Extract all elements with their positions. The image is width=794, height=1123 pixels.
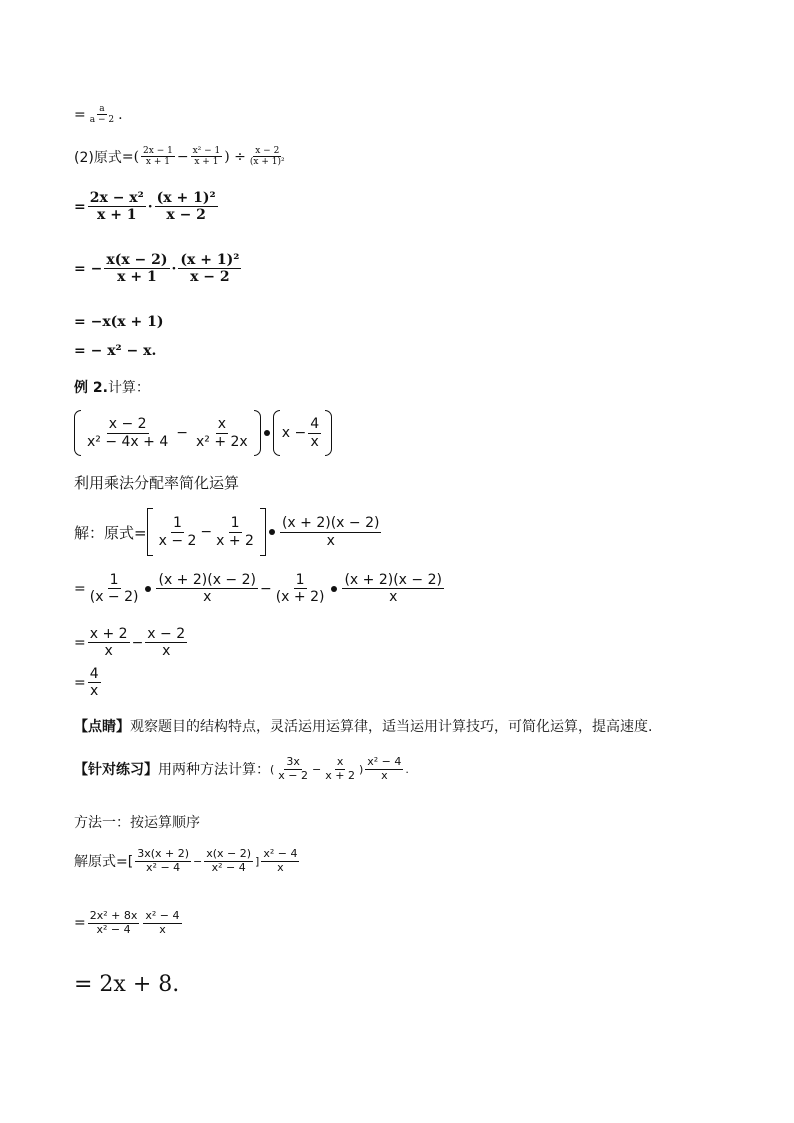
method1-line1 [74, 848, 301, 874]
right-bracket [260, 508, 266, 556]
period: . [405, 762, 409, 776]
denominator: x + 1 [145, 157, 170, 168]
numerator: x − 2 [255, 146, 280, 156]
fraction-3 [280, 515, 382, 548]
example-2-title [74, 377, 150, 397]
denominator: (x + 2) [275, 589, 325, 606]
fraction-1 [88, 190, 146, 223]
denominator: (x − 2) [89, 589, 139, 606]
fraction-1 [88, 910, 140, 936]
numerator: (x + 2)(x − 2) [281, 515, 380, 532]
denominator: x² − 4 [211, 860, 246, 874]
method1-line3 [74, 972, 179, 997]
big-right-paren [254, 410, 261, 456]
fraction-2 [191, 146, 223, 168]
equals-open: =( [121, 148, 140, 165]
denominator: x [381, 768, 388, 782]
solution-line4 [74, 666, 103, 699]
minus: − [200, 524, 213, 540]
equals: = [74, 106, 86, 123]
fraction-1 [135, 848, 191, 874]
multiply-dot [264, 430, 270, 436]
fraction-1 [157, 515, 199, 548]
denominator: x² − 4x + 4 [87, 433, 169, 450]
denominator: (x + 1)² [249, 157, 285, 168]
period: . [118, 106, 123, 123]
final-result: = 2x + 8. [74, 972, 180, 997]
fraction-2 [143, 910, 181, 936]
numerator: (x + 2)(x − 2) [158, 572, 256, 588]
multiply-dot [331, 586, 337, 592]
equals: = [74, 198, 86, 215]
minus: − [312, 762, 322, 776]
dot: · [171, 260, 177, 277]
numerator: (x + 1)² [156, 190, 216, 206]
fraction-2 [156, 572, 258, 605]
numerator: x² − 4 [145, 909, 180, 922]
expression: = −x(x + 1) [74, 314, 164, 330]
x-minus: x − [281, 425, 307, 441]
solution-line3 [74, 626, 189, 659]
equals: = [74, 674, 86, 691]
solution-label: 解原式=[ [74, 854, 134, 871]
big-left-paren [74, 410, 81, 456]
fraction-2 [204, 848, 253, 874]
minus: − [193, 854, 203, 868]
denominator: x [203, 589, 212, 606]
numerator: 1 [109, 572, 119, 588]
denominator: x [104, 643, 113, 660]
multiply-dot [145, 586, 151, 592]
denominator: x [159, 922, 166, 936]
minus: − [131, 634, 144, 651]
denominator: x² − 4 [146, 860, 181, 874]
numerator: 1 [230, 515, 240, 532]
numerator: x [336, 755, 344, 768]
numerator: x + 2 [89, 626, 128, 642]
example-text: 计算： [107, 380, 150, 396]
equals-minus: = − [74, 260, 103, 277]
fraction-2 [323, 756, 357, 782]
denominator: x + 1 [194, 157, 219, 168]
tip-label: 【点睛】 [74, 719, 130, 735]
fraction-3 [365, 756, 403, 782]
practice-line [74, 756, 409, 782]
fraction-1 [276, 756, 310, 782]
big-left-paren-2 [273, 410, 280, 456]
numerator: x² − 1 [192, 146, 221, 156]
denominator: x − 2 [190, 269, 230, 286]
numerator: x(x − 2) [206, 847, 252, 860]
hint: 利用乘法分配率简化运算 [74, 474, 240, 492]
fraction-2 [178, 252, 241, 285]
denominator: x [90, 683, 99, 700]
fraction-3 [261, 848, 299, 874]
fraction-2 [194, 416, 250, 449]
equals: = [74, 580, 86, 597]
practice-text: 用两种方法计算： [158, 762, 270, 779]
denominator: x − 2 [278, 768, 309, 782]
fraction-1 [104, 252, 169, 285]
numerator: 1 [295, 572, 305, 588]
fraction-1 [88, 572, 141, 605]
fraction-2 [155, 190, 218, 223]
dot: · [147, 198, 153, 215]
denominator: x − 2 [166, 207, 206, 224]
fraction-2 [145, 626, 187, 659]
denominator: x − 2 [158, 532, 197, 549]
denominator: x [162, 643, 171, 660]
solution-line1 [74, 508, 383, 556]
denominator: x + 2 [216, 532, 254, 549]
example-label: 例 2. [74, 380, 108, 396]
numerator: x − 2 [108, 416, 147, 433]
close-bracket: ] [255, 854, 260, 868]
equals: = [74, 634, 86, 651]
method-1-text: 方法一：按运算顺序 [74, 815, 200, 831]
minus: − [176, 148, 189, 165]
part2-line4 [74, 314, 164, 330]
fraction-4 [342, 572, 444, 605]
numerator: x [217, 416, 227, 433]
numerator: x² − 4 [263, 847, 298, 860]
denominator: x² + 2x [196, 433, 248, 450]
denominator: x [277, 860, 284, 874]
tip-line [74, 716, 652, 736]
numerator: (x + 2)(x − 2) [344, 572, 442, 588]
fraction-1 [85, 416, 170, 449]
expression: = − x² − x. [74, 343, 157, 359]
denominator: a − 2 [89, 115, 115, 126]
practice-label: 【针对练习】 [74, 762, 158, 779]
fraction-1 [88, 666, 101, 699]
left-bracket [147, 508, 153, 556]
close-paren: ) [358, 762, 364, 776]
numerator: (x + 1)² [180, 252, 240, 268]
numerator: 1 [173, 515, 182, 532]
fraction-1 [141, 146, 175, 168]
minus: − [259, 580, 272, 597]
part2-line5 [74, 343, 156, 359]
solution-label: 解：原式= [74, 523, 147, 542]
part2-line1 [74, 146, 289, 168]
numerator: 3x [286, 755, 300, 768]
solution-line2 [74, 572, 446, 605]
fraction-3 [274, 572, 327, 605]
fraction-1 [88, 626, 130, 659]
part2-line2 [74, 190, 220, 223]
numerator: x(x − 2) [106, 252, 168, 268]
big-right-paren-2 [325, 410, 332, 456]
open-paren: ( [270, 762, 275, 776]
minus: − [176, 425, 188, 441]
denominator: x [326, 532, 335, 549]
denominator: x + 2 [325, 768, 355, 782]
close-divide: ) ÷ [224, 148, 246, 165]
fraction-3 [248, 146, 287, 168]
numerator: a [99, 104, 105, 114]
numerator: 3x(x + 2) [137, 847, 190, 860]
method-1-title [74, 812, 200, 832]
numerator: 2x² + 8x [89, 909, 138, 922]
numerator: 4 [310, 416, 320, 433]
line-a-result [74, 104, 123, 126]
tip-text: 观察题目的结构特点，灵活运用运算律，适当运用计算技巧，可简化运算，提高速度. [130, 719, 653, 735]
part2-line3 [74, 252, 243, 285]
example-2-expression [74, 410, 332, 456]
denominator: x [389, 589, 398, 606]
method1-line2 [74, 910, 184, 936]
numerator: x − 2 [147, 626, 186, 642]
part2-label: (2)原式 [74, 149, 122, 166]
numerator: 2x − x² [89, 190, 144, 206]
hint-text [74, 472, 239, 493]
numerator: x² − 4 [367, 755, 402, 768]
denominator: x² − 4 [96, 922, 131, 936]
multiply-dot [269, 529, 275, 535]
fraction-2 [214, 515, 256, 548]
denominator: x + 1 [96, 207, 137, 224]
numerator: 2x − 1 [143, 146, 173, 156]
fraction [88, 104, 116, 126]
fraction-3 [308, 416, 321, 449]
denominator: x + 1 [117, 269, 157, 286]
equals: = [74, 915, 86, 932]
numerator: 4 [89, 666, 99, 682]
denominator: x [310, 433, 319, 450]
